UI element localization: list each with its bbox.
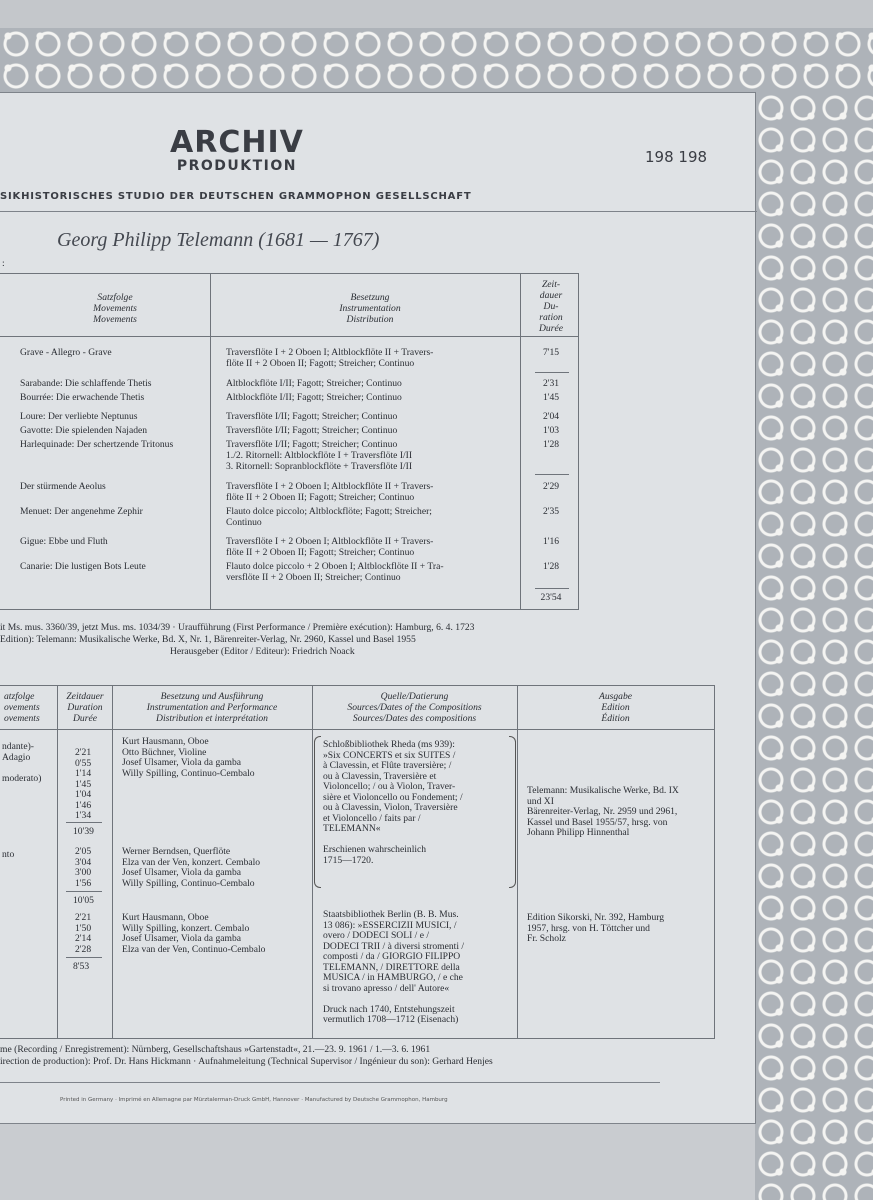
performer: Willy Spilling, Continuo-Cembalo [122,767,255,779]
source-line: Violoncello; / ou à Violon, Traver- [323,781,456,792]
movement-name: Harlequinade: Der schertzende Tritonus [20,439,174,450]
duration-value: 1'16 [542,536,560,547]
colon-mark: : [2,258,5,269]
edition-line: 1957, hrsg. von H. Töttcher und [527,922,650,934]
source-line: »Six CONCERTS et six SUITES / [323,749,456,761]
source-line: et Violoncello / faits par / [323,812,421,824]
source-line: TELEMANN, / DIRETTORE della [323,961,460,973]
duration-value: 2'28 [75,943,92,955]
bracket-left [314,736,321,888]
movement-name: Grave - Allegro - Grave [20,347,112,358]
edition-line: Kassel und Basel 1955/57, hrsg. von [527,816,668,828]
source-line: Schloßbibliothek Rheda (ms 939): [323,739,455,750]
top-edge [0,0,873,28]
instrumentation-line: Traversflöte I + 2 Oboen I; Altblockflöte II + Travers- [226,536,434,547]
header-instrumentation: Besetzung [350,292,390,303]
header-duration: Du- [543,301,559,312]
duration-value: 0'55 [75,757,92,769]
editor-note: Herausgeber (Editor / Editeur): Friedrich Noack [170,646,355,657]
logo-main: ARCHIV [170,125,304,160]
duration-value: 1'46 [75,799,92,811]
instrumentation-line: flöte II + 2 Oboen II; Fagott; Streicher; Continuo [226,492,415,503]
movement-name: Menuet: Der angenehme Zephir [20,506,143,517]
source-line: vermutlich 1708—1712 (Eisenach) [323,1014,459,1025]
duration-total: 10'05 [73,895,94,906]
movement-name: Loure: Der verliebte Neptunus [20,411,138,422]
performer: Willy Spilling, konzert. Cembalo [122,922,250,934]
edition-line: Telemann: Musikalische Werke, Bd. IX [527,785,679,796]
source-line: sière et Violoncello ou Fondement; / [323,791,463,803]
source-line: composti / da / GIORGIO FILIPPO [323,951,461,962]
header-movements: Movements [93,314,137,325]
header-movements: Satzfolge [97,292,133,303]
source-line: TELEMANN« [323,823,381,834]
edition-line: Edition Sikorski, Nr. 392, Hamburg [527,912,665,923]
duration-rule [66,891,102,892]
header-c2: Zeitdauer [66,691,104,702]
performer: Willy Spilling, Continuo-Cembalo [122,877,255,889]
header-c1: ovements [4,713,40,724]
header-c2: Duration [67,702,103,713]
instrumentation-line: Traversflöte I + 2 Oboen I; Altblockflöte II + Travers- [226,347,434,358]
duration-rule [535,372,569,373]
bracket-right [509,736,516,888]
instrumentation-line: Flauto dolce piccolo + 2 Oboen I; Altblockflöte II + Tra- [226,561,444,572]
performer: Elza van der Ven, Continuo-Cembalo [122,943,266,955]
movement-label: nto [2,849,15,860]
duration-value: 1'04 [75,789,92,800]
performer: Josef Ulsamer, Viola da gamba [122,757,242,768]
instrumentation-line: versflöte II + 2 Oboen II; Streicher; Continuo [226,572,401,583]
production-note: irection de production): Prof. Dr. Hans Hickmann · Aufnahmeleitung (Technical Supervisor / Ingénieur du son): Gerhard Henjes [0,1056,493,1067]
ornamental-border-top [0,28,873,92]
composer-title: Georg Philipp Telemann (1681 — 1767) [57,229,380,251]
instrumentation-line: Altblockflöte I/II; Fagott; Streicher; Continuo [226,378,402,389]
ornamental-border-right [755,92,873,1200]
recording-note: me (Recording / Enregistrement): Nürnberg, Gesellschaftshaus »Gartenstadt«, 21.—23. 9. 1961 / 1.—3. 6. 1961 [0,1044,431,1055]
duration-value: 1'14 [75,768,92,779]
duration-value: 2'14 [75,933,92,944]
header-c3: Instrumentation and Performance [146,702,278,713]
header-duration: Zeit- [541,279,561,290]
performer: Kurt Hausmann, Oboe [122,912,209,923]
performer: Josef Ulsamer, Viola da gamba [122,867,242,878]
header-c4: Quelle/Datierung [380,691,449,702]
duration-value: 1'45 [542,392,560,403]
source-line: à Clavessin, et Flûte traversière; / [323,760,452,771]
studio-line: SIKHISTORISCHES STUDIO DER DEUTSCHEN GRAMMOPHON GESELLSCHAFT [0,191,472,202]
source-line: si trovano apresso / dell' Autore« [323,982,450,994]
instrumentation-line: Altblockflöte I/II; Fagott; Streicher; Continuo [226,392,402,403]
duration-value: 1'56 [75,877,92,889]
source-line: MUSICA / in HAMBURGO, / e che [323,972,463,983]
instrumentation-line: Continuo [226,517,262,528]
duration-rule [66,822,102,823]
duration-rule [535,588,569,589]
duration-value: 1'50 [75,922,92,934]
movement-name: Sarabande: Die schlaffende Thetis [20,378,152,389]
header-c1: ovements [4,702,40,713]
movement-name: Gigue: Ebbe und Fluth [20,536,108,547]
duration-value: 2'31 [542,378,560,389]
duration-value: 2'04 [542,411,560,422]
edition-note: Edition): Telemann: Musikalische Werke, Bd. X, Nr. 1, Bärenreiter-Verlag, Nr. 2960, Kassel und Basel 1955 [0,634,416,645]
instrumentation-line: 3. Ritornell: Sopranblockflöte + Traversflöte I/II [226,461,413,472]
footer-rule [0,1082,660,1083]
performance-note: it Ms. mus. 3360/39, jetzt Mus. ms. 1034/39 · Uraufführung (First Performance / Première exécution): Hamburg, 6. 4. 1723 [0,622,475,633]
edition-line: Fr. Scholz [527,933,566,944]
duration-value: 1'28 [542,561,560,572]
edition-line: Johann Philipp Hinnenthal [527,827,630,838]
source-line: 1715—1720. [323,854,374,866]
header-c5: Edition [601,702,630,713]
performer: Josef Ulsamer, Viola da gamba [122,933,242,944]
performer: Werner Berndsen, Querflöte [122,846,231,857]
duration-value: 2'05 [75,846,92,857]
instrumentation-line: Traversflöte I/II; Fagott; Streicher; Continuo [226,425,398,436]
duration-value: 1'28 [542,439,560,450]
header-instrumentation: Instrumentation [339,303,401,314]
duration-value: 1'34 [75,810,92,821]
header-duration: Durée [539,323,563,334]
header-duration: ration [539,312,563,323]
source-line: ou à Clavessin, Traversière et [323,770,437,782]
header-c4: Sources/Dates des compositions [352,713,477,724]
instrumentation-line: Traversflöte I/II; Fagott; Streicher; Continuo [226,411,398,422]
header-c1: atzfolge [4,691,35,702]
duration-total: 23'54 [540,592,562,603]
duration-value: 1'03 [542,425,560,436]
duration-total: 8'53 [73,961,90,972]
movement-name: Canarie: Die lustigen Bots Leute [20,561,146,572]
header-c4: Sources/Dates of the Compositions [347,702,482,713]
header-movements: Movements [93,303,137,314]
movement-label: moderato) [2,773,42,784]
duration-value: 2'35 [542,506,560,517]
movement-label: ndante)- [2,741,34,752]
instrumentation-line: Traversflöte I + 2 Oboen I; Altblockflöte II + Travers- [226,481,434,492]
printed-line: Printed in Germany · Imprimé en Allemagne par Mürztalerman-Druck GmbH, Hannover · Manufactured by Deutsche Grammophon, Hamburg [60,1097,448,1103]
duration-rule [535,474,569,475]
duration-total: 10'39 [73,826,94,837]
source-line: 13 086): »ESSERCIZII MUSICI, / [323,919,457,931]
instrumentation-line: flöte II + 2 Oboen II; Fagott; Streicher; Continuo [226,358,415,369]
edition-line: und XI [527,795,554,807]
duration-value: 7'15 [542,347,560,358]
movement-name: Bourrée: Die erwachende Thetis [20,392,145,403]
instrumentation-line: Flauto dolce piccolo; Altblockflöte; Fagott; Streicher; [226,506,432,517]
movement-name: Gavotte: Die spielenden Najaden [20,425,148,436]
header-c2: Durée [73,713,97,724]
header-instrumentation: Distribution [346,314,394,325]
duration-value: 2'29 [542,481,560,492]
logo-sub: PRODUKTION [176,158,297,174]
movement-name: Der stürmende Aeolus [20,481,106,492]
instrumentation-line: Traversflöte I/II; Fagott; Streicher; Continuo [226,439,398,450]
performer: Kurt Hausmann, Oboe [122,736,209,747]
header-c5: Édition [601,713,630,724]
duration-value: 3'04 [75,856,92,868]
edition-line: Bärenreiter-Verlag, Nr. 2959 und 2961, [527,806,678,817]
catalog-number: 198 198 [645,148,708,166]
performer: Otto Büchner, Violine [122,746,207,758]
duration-value: 2'21 [75,747,92,758]
header-c5: Ausgabe [598,691,633,702]
duration-value: 2'21 [75,912,92,923]
instrumentation-line: flöte II + 2 Oboen II; Fagott; Streicher; Continuo [226,547,415,558]
archiv-logo [170,125,304,174]
source-line: Staatsbibliothek Berlin (B. B. Mus. [323,909,459,920]
header-duration: dauer [539,290,563,301]
header-rule [0,211,757,212]
source-line: Erschienen wahrscheinlich [323,844,427,855]
duration-value: 3'00 [75,867,92,878]
header-c3: Distribution et interprétation [156,713,268,724]
performer: Elza van der Ven, konzert. Cembalo [122,856,261,868]
source-line: DODECI TRII / à diversi stromenti / [323,940,465,952]
header-c3: Besetzung und Ausführung [160,691,264,702]
movement-label: Adagio [2,752,31,763]
duration-rule [66,957,102,958]
duration-value: 1'45 [75,778,92,790]
instrumentation-line: 1./2. Ritornell: Altblockflöte I + Traversflöte I/II [226,450,413,461]
source-line: ou à Clavessin, Violon, Traversière [323,802,458,813]
source-line: overo / DODECI SOLI / e / [323,930,430,941]
source-line: Druck nach 1740, Entstehungszeit [323,1003,455,1015]
